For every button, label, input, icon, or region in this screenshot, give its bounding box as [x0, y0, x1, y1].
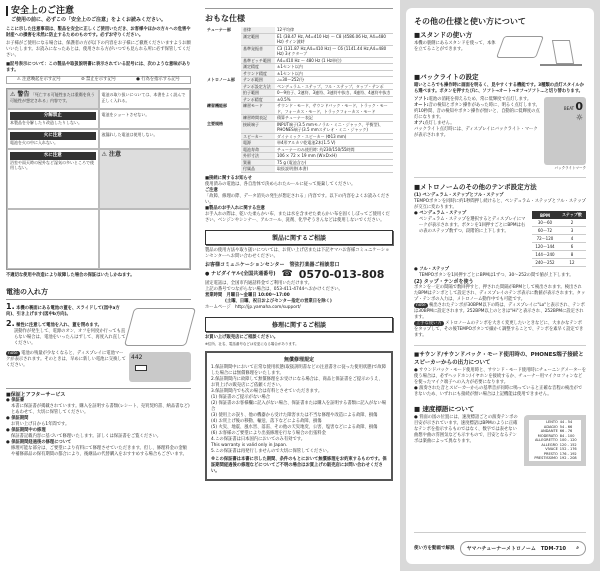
- spec-row: [205, 166, 393, 173]
- spec-value: 積算チューナー表記: [275, 115, 393, 122]
- bpm-row: [532, 259, 586, 267]
- mode-name: オート:: [414, 103, 429, 108]
- repair-heading: 修理に関するご相談: [205, 317, 393, 332]
- instruction-symbol-label: ● 行為を指示する記号: [136, 77, 180, 82]
- tempo-row: [529, 438, 581, 443]
- backlight-heading: ■バックライトの設定: [414, 73, 479, 81]
- backlight-mark-icon: ☼: [575, 113, 583, 122]
- spec-key: テンポ精度: [241, 96, 275, 103]
- spec-value: ±1セント以内: [275, 70, 393, 77]
- spec-row: [205, 45, 393, 57]
- bpm-cell: 72～120: [532, 235, 558, 243]
- full-label: ● フル・ステップ: [414, 267, 450, 272]
- spec-key: 外形寸法: [241, 153, 275, 160]
- warranty-title: 無償修理規定: [283, 356, 314, 363]
- spec-group: [205, 45, 241, 57]
- spec-key: 音律: [241, 27, 275, 33]
- warning-bar: 分解禁止: [10, 112, 96, 120]
- footer-note: 不適切な使用や改造により故障した場合の保証はいたしかねます。: [6, 273, 135, 278]
- bpm-cell: 12: [558, 259, 586, 267]
- repair-note: ※住所、社名、電話番号などは変更になる場合があります。: [205, 341, 299, 346]
- phone-note: 固定電話は、全国市内通話料金でご利用いただけます。: [205, 280, 313, 286]
- metro-sub1: (1) ペンデュラム・ステップとフル・ステップ: [414, 193, 504, 198]
- spec-value: A4=410 Hz ～ 480 Hz (1 Hz単位): [275, 57, 393, 64]
- bpm-cell: 120～144: [532, 243, 558, 251]
- phones-item: ● サウンドバック・モード使用時と、サウンド・モード使用時にチューニングメーターを使う場合は、必ずヘッドホン/イヤホンを接続するか、チューナー用マイクロフォンなどを使ったマイク端子への入力が必要になります。: [414, 368, 587, 385]
- warranty-item: (4) お買上げ後の移動、輸送、落下などによる故障、損傷: [211, 418, 322, 424]
- spec-key: 質量: [241, 159, 275, 166]
- warranty-item: (5) 火災、地震、風水害、落雷、その他の天災地変、公害、塩害などによる故障、損傷: [211, 424, 378, 430]
- tempo-range: 66 - 76: [559, 429, 573, 433]
- phone-number[interactable]: 0570-013-808: [298, 267, 385, 281]
- usage-column: [400, 0, 600, 571]
- bpm-cell: 3: [558, 227, 586, 235]
- warranty-list: ● 保証書 本書に保証書が掲載されています。購入を証明する書類(レシート、売買契約書、納品書など)とあわせて、大切に保管してください。 ● 保証期間 お買い上げ日から1年間です。 ● 保証期間中の修理 保証書記載内容に基づいて修理いたします。詳しくは保証書をご覧ください。 ● 保証期間経過後の修理について 修理可能な部分は、ご要望により有料にて修理させていただきます。但し、修理料金の金額や補修部品の保有期間の都合により、後継品の代替購入をおすすめする場合もございます。: [6, 398, 190, 457]
- tempo-term: LENTO: [546, 420, 558, 424]
- spec-row: [205, 33, 393, 45]
- mode-text: 電池の消耗を抑えるため、常に低輝度で点灯します。: [428, 97, 532, 102]
- warranty-item: 5.この保証書は再発行しませんので大切に保管してください。: [211, 448, 332, 454]
- warning-icon: ⚠ 警告: [10, 91, 30, 98]
- mode-text: 音の検知とボタン操作があった時に、明るく点灯します。約10秒間、音の検知やボタン操作が無いと、自動的に低輝度の点灯になります。: [414, 103, 540, 120]
- tempo-range: 44 - 54: [559, 420, 573, 424]
- lcd-display: 442: [129, 352, 191, 382]
- warranty-item: 1.保証期間中において正常な使用状態(取扱説明書などの注意書きに従った使用状態)で故障した場合には無償修理をいたします。: [211, 364, 387, 376]
- battery-note: note 電池の残量が少なくなると、ディスプレイに電池マークが表示されます。そのときは、早めに新しい電池に交換してください。: [6, 351, 126, 368]
- spec-key: 測定精度: [241, 64, 275, 71]
- battery-illustration: [129, 304, 191, 382]
- caution-symbol-label: ⚠ 注意喚起を示す記号: [17, 77, 61, 82]
- tempo-heading: ■ 速度標語について: [414, 405, 475, 413]
- warning-bar: 水に注意: [10, 152, 96, 160]
- tempo-text: ● 背面の図の位置には、速度標語ごとの演奏テンポの目安が示されています。速度標語はBPMのように正確なテンポを指示するものではなく、数字では表せない曲想や曲の雰囲気なども示すもので、目安となるテンポは楽曲によって異なります。: [414, 415, 518, 444]
- tempo-range: 152 - 176: [559, 447, 577, 451]
- phones-heading: ■サウンド/サウンドバック・モード使用時の、PHONES端子接続とスピーカーからの出力について: [414, 345, 586, 366]
- spec-key: 付属品: [241, 166, 275, 173]
- spec-key: 基準発振音: [241, 45, 275, 57]
- spec-key: 電源: [241, 140, 275, 147]
- note-title: ■接続に関するお知らせ: [205, 175, 252, 181]
- spec-value: 106 × 72 × 19 mm (W×D×H): [275, 153, 393, 160]
- spec-value: ダイナミック・スピーカー (Φ13 mm): [275, 133, 393, 140]
- safety-title: 安全上のご注意: [6, 6, 191, 16]
- warning-bar: 火に注意: [10, 132, 96, 140]
- spec-value: チューナーのみ使用時: 約230/150/55時間: [275, 146, 393, 153]
- spec-value: 取扱説明書(本書): [275, 166, 393, 173]
- prohibit-symbol-label: ⊘ 禁止を示す記号: [81, 77, 117, 82]
- warranty-box: [205, 351, 393, 481]
- warranty-item: (3) 使用上の誤り、他の機器から受けた障害または不当な修理や改造による故障、損傷: [211, 412, 378, 418]
- mode-name: オフ:: [414, 121, 425, 126]
- full-text: TEMPOボタンを1回押すごとにBPMは1ずつ、30～252の間で値が上下します。: [419, 273, 574, 278]
- warranty-item: 2.保証期間内に故障して無償修理をお受けになる場合は、商品と保証書をご提示のうえ、お買上げの販売店にご依頼ください。: [211, 376, 383, 388]
- warranty-item: (6) お客様のご要望により出張修理を行なう場合の出張料金: [211, 430, 326, 436]
- spec-key: 拍子範囲: [241, 90, 275, 97]
- backlight-mark-text: バックライト点灯時には、ディスプレイにバックライト・マークが表示されます。: [414, 127, 538, 138]
- search-icon[interactable]: ⌕: [576, 545, 579, 551]
- spec-value: 12平均律: [275, 27, 393, 33]
- tempo-term: VIVACE: [545, 447, 558, 451]
- spec-key: スピーカー: [241, 133, 275, 140]
- note-text: お手入れの際は、乾いた柔らかい布、または水を含ませた柔らかい布を固くしぼってご使用ください。ベンジンやシンナー、アルコール、洗剤、化学ぞうきんなどは使用しないでください。: [205, 211, 390, 223]
- spec-title: おもな仕様: [205, 8, 393, 24]
- backlight-lcd: BEAT 0 ☼: [544, 97, 586, 165]
- tempo-term: MODERATO: [537, 433, 558, 438]
- note-text: 「故障、修理の際、データ消失の発生が想定される」内容です。以下の内容をよくお読みください。: [205, 193, 390, 205]
- stand-illustration: [496, 30, 586, 66]
- backlight-intro: 暗いところでも操作時に画面を明るく、見やすくする機能です。3種類の点灯スタイルから選べます。ボタンを押すたびに、ソフト→オート→オフ→ソフト…と切り替わります。: [414, 83, 585, 94]
- bpm-cell: 144～240: [532, 251, 558, 259]
- tempo-term: ALLEGRO: [541, 442, 558, 447]
- metro-heading: ■メトロノームのその他のテンポ設定方法: [414, 177, 586, 191]
- spec-value: ±1セント以内: [275, 64, 393, 71]
- hours: 営業時間 月曜日～金曜日 10:00～17:00: [205, 292, 290, 298]
- spec-value: 75 g (電池含む): [275, 159, 393, 166]
- spec-value: 0～9拍子、2連符、3連符、3連符中抜き、4連符、4連符中抜き: [275, 90, 393, 97]
- spec-key: テンポ設定方法: [241, 83, 275, 90]
- spec-key: 練習モード: [241, 103, 275, 115]
- safety-intro2: お子様がご使用になる場合は、保護者の方が以下の内容をお子様にご徹底くださいますようお願いいたします。お読みになったあとは、使用される方がいつでも見られる所に必ず保管してください。: [6, 41, 191, 58]
- bpm-cell: 240～252: [532, 259, 558, 267]
- spec-group: 練習機能部: [207, 102, 227, 108]
- warning-cell: 電池の取り扱いについては、本書をよく読んで正しく入れる。: [99, 89, 191, 109]
- warning-cell: 電池をショートさせない。: [99, 109, 191, 129]
- spec-key: テンポ範囲: [241, 77, 275, 84]
- tempo-terms-table: [529, 420, 581, 461]
- warranty-item: (1) 保証書のご提示がない場合: [211, 394, 271, 400]
- warning-table: ⚠ 警告 「死亡する可能性または重傷を負う可能性が想定される」内容です。 電池の取り扱いについては、本書をよく読んで正しく入れる。 分解禁止 本製品を分解したり改造したりしない。 電池をショートさせない。 火に注意 電池を火の中に入れない。 液漏れした電池は使用しない。 水に注意 浴室や雨天時の屋外など湿気の多いところで使用しない。 ⚠ 注意: [6, 88, 191, 270]
- mode-text: 点灯しません。: [424, 121, 455, 126]
- note-title: ご注意: [205, 187, 218, 193]
- spec-key: 接続端子: [241, 121, 275, 133]
- mode-name: ソフト:: [414, 97, 429, 102]
- bpm-cell: 30～60: [532, 219, 558, 227]
- spec-key: 基準ピッチ範囲: [241, 57, 275, 64]
- phones-item: ● 演奏された音とスピーカーからの基準音が同時に鳴っていると正確な音程の検出ができないため、いずれにも接続が無い場合は上記機能は使用できません。: [414, 386, 583, 397]
- homepage-row: ホームページ http://jp.yamaha.com/support/: [205, 304, 301, 310]
- metro-text1: TEMPOボタンを同時に約1秒間押し続けると、ペンデュラム・ステップとフル・ステップが交互に変わります。: [414, 199, 586, 210]
- consult-text: 製品の使用方法や取り扱いについては、お買い上げ店または下記ヤマハお客様コミュニケーションセンターへお問い合わせください。: [205, 247, 390, 259]
- repair-text: お買い上げ販売店にご相談ください。: [205, 334, 279, 340]
- spec-key: 練習時間表記: [241, 115, 275, 122]
- bpm-row: [532, 227, 586, 235]
- tempo-range: 176 - 192: [559, 451, 577, 456]
- spec-value: C3 (131.87 Hz,A4=410 Hz) ～ C6 (1141.44 Hz,A4=480 Hz) 3オクターブ: [275, 45, 393, 57]
- bpm-header: [532, 211, 586, 219]
- tempo-row: [529, 456, 581, 461]
- tap-text: ボタンを一定の間隔で数回押すと、押された間隔がBPMとして検出されます。検出されたBPMはテンポとして設定され、ディスプレイのテンポ表示に数値が表示されます。タップ・テンポの入力は、メトロノーム動作中でも可能です。: [414, 285, 586, 302]
- spec-value: 単4形アルカリ乾電池2本(1.5 V): [275, 140, 393, 147]
- stand-text: 本機の裏側にあるスタンドを使って、本体を立てることができます。: [414, 41, 496, 52]
- tempo-range: 100 - 120: [559, 438, 577, 442]
- note-text: 使用済みの電池は、各自治体で決められたルールに従って廃棄してください。: [205, 181, 356, 187]
- spec-key: 測定範囲: [241, 33, 275, 45]
- spec-value: サウンド・モード、サウンドバック・モード、トラック・モード、フォーカス・モード、トラックフォーカス・モード: [275, 103, 393, 115]
- pendulum-text: ペンデュラム・ステップを選択するとディスプレイにマークが表示されます。ボタンを1回押すごとにBPMは右の表のステップ数ずつ、段階的に上下します。: [419, 217, 526, 234]
- warranty-heading: ■保証とアフターサービス: [6, 392, 66, 398]
- tempo-term: ADAGIO: [543, 424, 558, 429]
- lcd-caption: バックライトマーク: [554, 166, 586, 170]
- warranty-item: 3.保証期間内でも次の場合は有料とさせていただきます。: [211, 388, 323, 394]
- backlight-mode: [414, 103, 541, 121]
- notes: [205, 176, 393, 224]
- tempo-term: ANDANTE: [540, 429, 558, 433]
- tempo-range: 192 - 208: [559, 456, 577, 460]
- search-input[interactable]: ヤマハチューナーメトロノーム TDM-710 ⌕: [460, 541, 587, 556]
- spec-group: [205, 33, 241, 45]
- bpm-step-table: [532, 211, 586, 267]
- battery-heading: 電池の入れ方: [6, 287, 191, 300]
- bpm-row: [532, 219, 586, 227]
- warranty-footer: ※この保証書は本書に示した期間、条件のもとにおいて無償修理をお約束するものです。保証期間経過後の修理などについてご不明の場合はお買上げの販売店にお問い合わせください。: [211, 456, 387, 474]
- battery-step-1: 1. 本機の裏面にある電池の蓋を、スライドして(図中a方向)、引き上げます(図中b方向)。: [6, 302, 120, 317]
- spec-value: E1 (38.47 Hz, A4=410 Hz) ～ C8 (4586.06 Hz, A4=480 Hz) サイン波時: [275, 33, 393, 45]
- battery-step-2: 2. 極性に注意して電池を入れ、蓋を閉めます。: [6, 319, 102, 328]
- spec-group: チューナー部: [207, 27, 231, 32]
- bpm-cell: 60～72: [532, 227, 558, 235]
- safety-column: [0, 0, 197, 571]
- holidays: (土曜、日曜、祝日およびセンター指定の営業日を除く): [225, 298, 332, 304]
- bpm-cell: 8: [558, 251, 586, 259]
- usage-title: その他の仕様と使い方について: [414, 17, 526, 26]
- bpm-header-cell: BPM: [532, 211, 558, 219]
- tempo-range: 84 - 100: [559, 433, 575, 438]
- stand-heading: ■スタンドの使い方: [414, 31, 473, 39]
- video-search-bar: [414, 532, 586, 556]
- phone-row: ● ナビダイヤル(全国共通番号) ☎ 0570-013-808: [205, 267, 385, 281]
- bpm-cell: 4: [558, 235, 586, 243]
- warning-cell: 液漏れした電池は使用しない。: [99, 129, 191, 149]
- bpm-cell: 6: [558, 243, 586, 251]
- spec-value: ±0.5%: [275, 96, 393, 103]
- pendulum-label: ● ペンデュラム・ステップ: [414, 211, 467, 216]
- tap-note: note 検出されたテンポが30BPM以下の時は、ディスプレイに"Lo"と表示され、テンポは30BPMに設定されます。252BPM以上のときは"Hi"と表示され、252BPMに設定されます。: [414, 303, 585, 320]
- battery-step-2-detail: 誤動作が発生して、電源のオン、オフを何度か行っても直らない場合は、電池をいったんはずして、再度入れ直してください。: [14, 329, 126, 346]
- bpm-cell: 2: [558, 219, 586, 227]
- bpm-row: [532, 243, 586, 251]
- tempo-range: 54 - 66: [559, 424, 573, 429]
- tempo-term: PRESTISSIMO: [534, 456, 558, 460]
- tempo-term: ALLEGRETTO: [534, 438, 558, 442]
- spec-group: メトロノーム部: [207, 76, 235, 82]
- symbols-note: ■記号表示について：この製品や取扱説明書に表示されている記号には、次のような意味があります。: [6, 62, 191, 73]
- safety-intro: ここに示した注意事項は、製品を安全に正しくご使用いただき、お客様やほかの方々への危害や財産への損害を未然に防止するためのものです。必ずお守りください。: [6, 27, 191, 38]
- bpm-row: [532, 235, 586, 243]
- spec-column: [200, 0, 398, 571]
- consult-heading: 製品に関するご相談: [205, 230, 393, 245]
- warranty-item: This warranty is valid only in Japan.: [211, 442, 288, 448]
- tempo-term: PRESTO: [543, 451, 558, 456]
- safety-subtitle: ご使用の前に、必ずこの「安全上のご注意」をよくお読みください。: [11, 17, 167, 23]
- bpm-header-cell: ステップ数: [558, 211, 586, 219]
- phone-note: 上記の番号でつながらない場合は、053-411-4744へおかけください。: [205, 286, 343, 292]
- center-name: お客様コミュニケーションセンター 管弦打楽器ご相談窓口: [205, 261, 340, 268]
- warranty-item: 4.この保証書は日本国内においてのみ有効です。: [211, 436, 305, 442]
- video-label: 使い方を動画で解説: [414, 545, 455, 551]
- spec-value: ペンデュラム・ステップ、フル・ステップ、タップ・テンポ: [275, 83, 393, 90]
- spec-group: 主要規格: [207, 121, 223, 126]
- caution-icon: ⚠ 注意: [101, 151, 121, 158]
- note-title: ■製品のお手入れに関する注意: [205, 205, 265, 211]
- tip: 上手な使い方 メトロノームのテンポを大きく変更したいときなどに、大まかなテンポをタップして、その後TEMPOボタンで細かく調整することで、テンポを素早く設定できます。: [414, 321, 584, 338]
- spec-table: [205, 27, 393, 173]
- tap-heading: (2) タップ・テンポを使う: [414, 279, 474, 285]
- tempo-range: 120 - 152: [559, 442, 577, 447]
- spec-value: INPUT端子(3.5 mmモノラル・ミニ・ジャック、平衡型)、PHONES端子(3.5 mmステレオ・ミニ・ジャック): [275, 121, 393, 133]
- spec-key: サウンド精度: [241, 70, 275, 77]
- spec-row: [205, 103, 393, 115]
- spec-value: ♩=30～252/分: [275, 77, 393, 84]
- spec-key: 電池寿命: [241, 146, 275, 153]
- bpm-row: [532, 251, 586, 259]
- battery-icon: [135, 365, 147, 371]
- homepage-link[interactable]: http://jp.yamaha.com/support/: [235, 304, 301, 310]
- spec-row: [205, 121, 393, 133]
- navidial-icon: ☎: [281, 269, 293, 279]
- spec-group: [205, 166, 241, 173]
- warranty-item: (2) 保証書のお客様欄に記入がない場合、保証書または購入を証明する書類に記入がない場合: [211, 400, 387, 412]
